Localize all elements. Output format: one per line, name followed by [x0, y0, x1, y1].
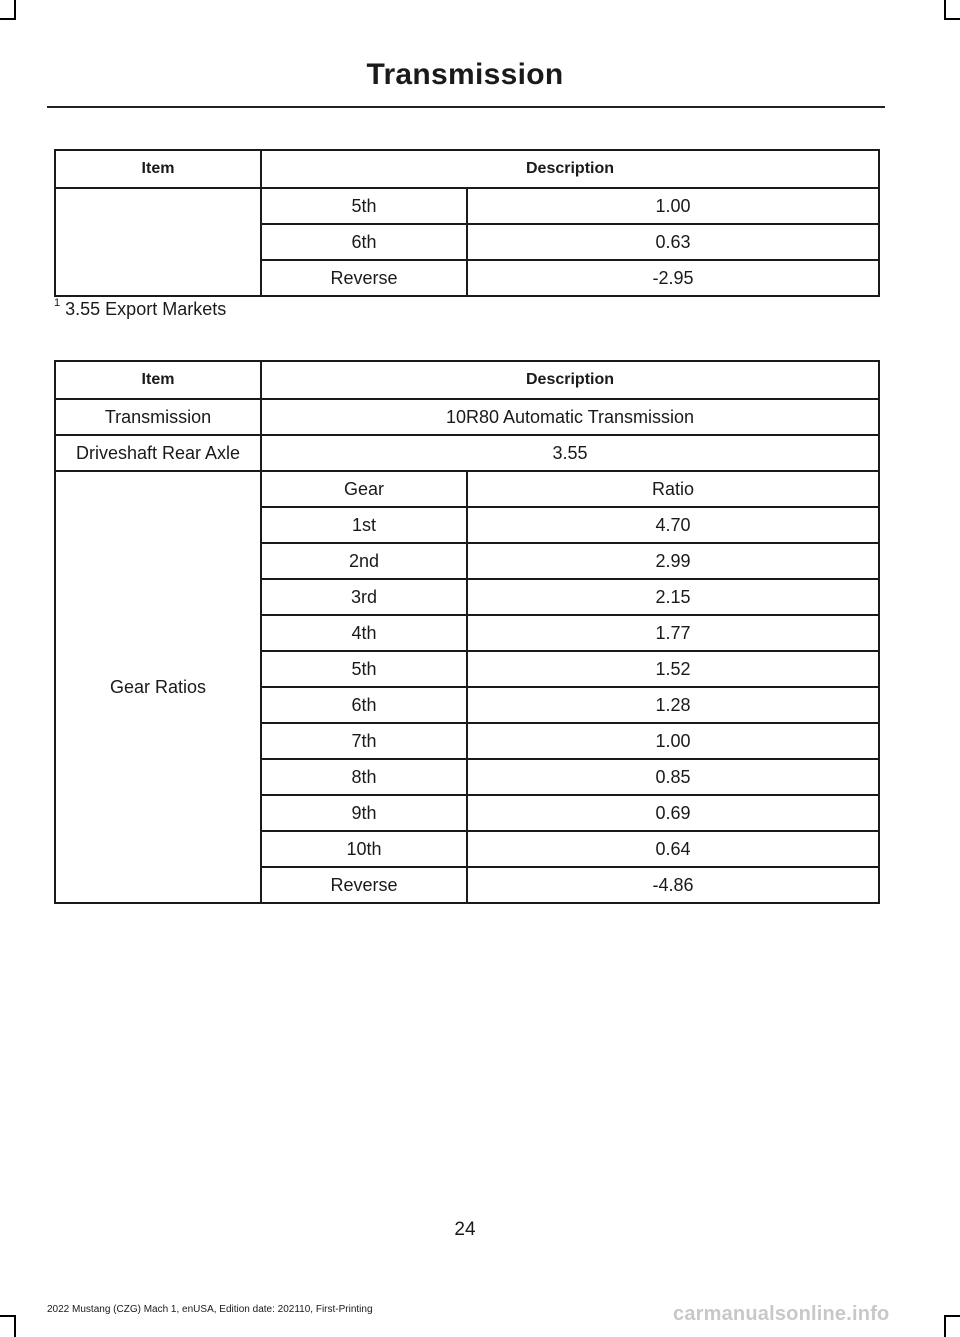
- gear-cell: 5th: [261, 188, 467, 224]
- table-row: [55, 188, 879, 224]
- crop-mark: [944, 1317, 946, 1337]
- gear-cell: 5th: [261, 651, 467, 687]
- transmission-spec-table: [54, 360, 880, 904]
- page-number: 24: [454, 1219, 476, 1240]
- footnote-text: 3.55 Export Markets: [65, 299, 227, 319]
- item-cell: Transmission: [55, 399, 261, 435]
- header-description: Description: [261, 150, 879, 188]
- gear-cell: 6th: [261, 224, 467, 260]
- crop-mark: [14, 1317, 16, 1337]
- gear-cell: 7th: [261, 723, 467, 759]
- ratio-cell: 1.52: [467, 651, 879, 687]
- watermark: carmanualsonline.info: [673, 1303, 890, 1325]
- ratio-cell: 0.69: [467, 795, 879, 831]
- ratio-cell: 4.70: [467, 507, 879, 543]
- crop-mark: [944, 1315, 960, 1317]
- gear-cell: 6th: [261, 687, 467, 723]
- description-cell: 10R80 Automatic Transmission: [261, 399, 879, 435]
- header-item: Item: [55, 361, 261, 399]
- ratio-cell: 1.77: [467, 615, 879, 651]
- footnote: [54, 299, 226, 320]
- crop-mark: [944, 0, 946, 18]
- table-header-row: [55, 361, 879, 399]
- ratio-cell: 0.63: [467, 224, 879, 260]
- ratio-cell: 2.15: [467, 579, 879, 615]
- item-cell-gear-ratios: Gear Ratios: [55, 471, 261, 903]
- gear-cell: 10th: [261, 831, 467, 867]
- crop-mark: [944, 18, 960, 20]
- edition-footer: 2022 Mustang (CZG) Mach 1, enUSA, Edition date: 202110, First-Printing: [47, 1304, 373, 1315]
- table-row: [55, 399, 879, 435]
- ratio-cell: 1.00: [467, 723, 879, 759]
- table-row: [55, 435, 879, 471]
- ratio-cell: -4.86: [467, 867, 879, 903]
- gear-cell: 8th: [261, 759, 467, 795]
- ratio-cell: 2.99: [467, 543, 879, 579]
- crop-mark: [0, 18, 16, 20]
- gear-ratio-table-continued: [54, 149, 880, 297]
- gear-cell: 4th: [261, 615, 467, 651]
- table-header-row: [55, 150, 879, 188]
- ratio-cell: 1.28: [467, 687, 879, 723]
- ratio-cell: 0.85: [467, 759, 879, 795]
- gear-cell: 3rd: [261, 579, 467, 615]
- title-divider: [47, 106, 885, 108]
- header-description: Description: [261, 361, 879, 399]
- gear-cell: 9th: [261, 795, 467, 831]
- footnote-marker: 1: [54, 297, 61, 309]
- ratio-cell: 1.00: [467, 188, 879, 224]
- page-title: Transmission: [366, 58, 564, 91]
- gear-cell: Reverse: [261, 867, 467, 903]
- header-item: Item: [55, 150, 261, 188]
- gear-cell: 2nd: [261, 543, 467, 579]
- gear-cell: Reverse: [261, 260, 467, 296]
- ratio-cell: 0.64: [467, 831, 879, 867]
- crop-mark: [0, 1315, 16, 1317]
- item-cell: Driveshaft Rear Axle: [55, 435, 261, 471]
- crop-mark: [14, 0, 16, 18]
- description-cell: 3.55: [261, 435, 879, 471]
- ratio-header-cell: Ratio: [467, 471, 879, 507]
- ratio-cell: -2.95: [467, 260, 879, 296]
- gear-cell: 1st: [261, 507, 467, 543]
- gear-header-cell: Gear: [261, 471, 467, 507]
- empty-item-cell: [55, 188, 261, 296]
- table-row: [55, 471, 879, 507]
